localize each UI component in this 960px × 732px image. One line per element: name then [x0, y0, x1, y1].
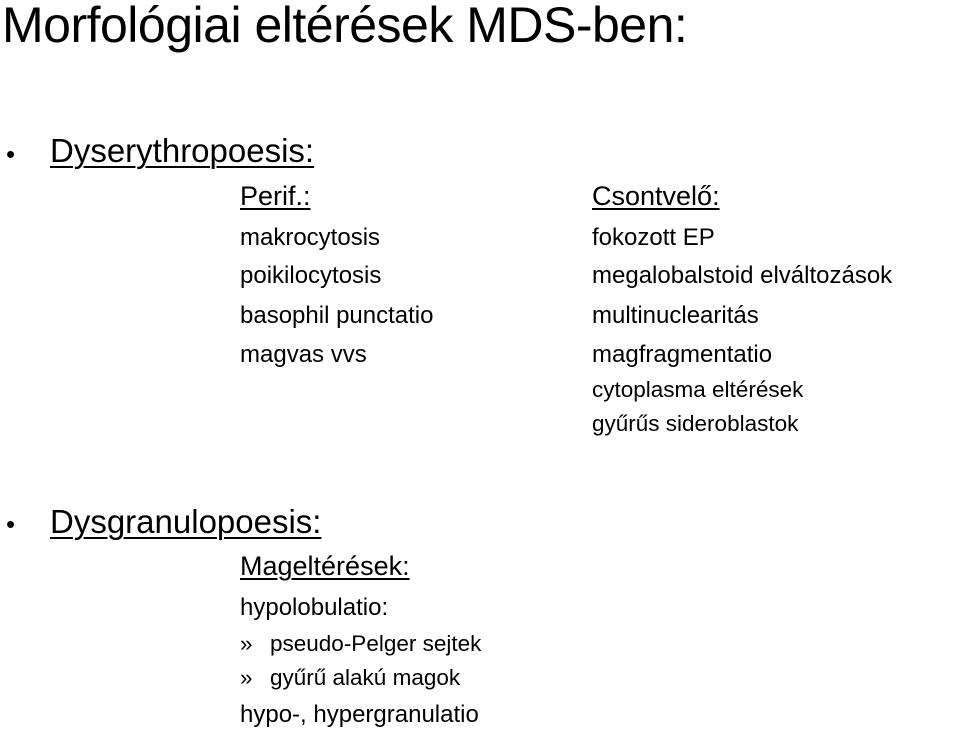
bullet-dysgranulopoesis: • [6, 509, 16, 539]
granulatio-item: hypo-, hypergranulatio [240, 701, 479, 728]
mageltaresek-label: Mageltérések: [240, 551, 410, 581]
perif-item: poikilocytosis [240, 262, 382, 289]
sub-bullet: » [240, 631, 253, 656]
sub-item: pseudo-Pelger sejtek [270, 631, 482, 656]
csontvelo-item: magfragmentatio [592, 341, 773, 368]
bullet-dyserythropoesis: • [6, 139, 16, 169]
hypolobulatio-label: hypolobulatio: [240, 594, 389, 621]
csontvelo-label: Csontvelő: [592, 181, 720, 211]
sub-bullet: » [240, 665, 253, 690]
csontvelo-small-item: gyűrűs sideroblastok [592, 411, 799, 436]
csontvelo-item: megalobalstoid elváltozások [592, 262, 893, 289]
perif-item: magvas vvs [240, 341, 367, 368]
csontvelo-item: multinuclearitás [592, 302, 759, 329]
perif-item: makrocytosis [240, 224, 381, 251]
csontvelo-item: fokozott EP [592, 224, 715, 251]
heading-dyserythropoesis: Dyserythropoesis: [50, 132, 315, 169]
heading-dysgranulopoesis: Dysgranulopoesis: [50, 503, 322, 540]
perif-label: Perif.: [240, 181, 311, 211]
csontvelo-small-item: cytoplasma eltérések [592, 377, 804, 402]
sub-item: gyűrű alakú magok [270, 665, 461, 690]
page-title: Morfológiai eltérések MDS-ben: [2, 0, 688, 53]
perif-item: basophil punctatio [240, 302, 434, 329]
